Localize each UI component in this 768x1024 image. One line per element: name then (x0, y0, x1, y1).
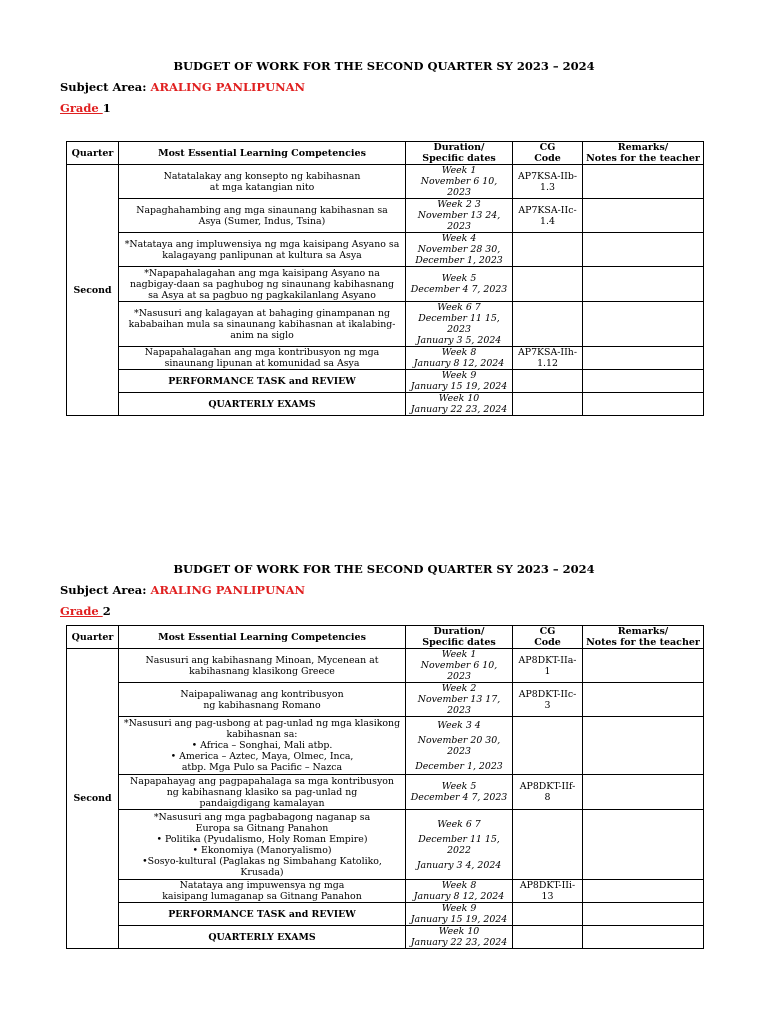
melc-line: kabihasnan sa: (226, 729, 298, 740)
header-quarter: Quarter (67, 142, 119, 165)
remarks-cell (583, 683, 704, 717)
duration-line: Week 5 (441, 273, 477, 284)
remarks-cell (583, 810, 704, 880)
table-row (67, 926, 704, 949)
table-row (67, 370, 704, 393)
cg-code-cell (513, 347, 583, 370)
code-line: 1.4 (540, 215, 555, 227)
duration-line: December 1, 2023 (415, 760, 503, 772)
melc-cell (119, 267, 406, 302)
duration-cell (406, 810, 513, 880)
melc-line: anim na siglo (230, 329, 294, 341)
table-row (67, 267, 704, 302)
remarks-cell (583, 165, 704, 199)
header-cg-line: Code (534, 637, 561, 648)
remarks-cell (583, 370, 704, 393)
melc-bullet: •Sosyo-kultural (Paglakas ng Simbahang Katoliko, (142, 855, 382, 867)
page-title: BUDGET OF WORK FOR THE SECOND QUARTER SY 2023 – 2024 (173, 562, 595, 576)
subject-area (60, 583, 305, 597)
header-cg-line: CG (539, 626, 556, 637)
header-duration-line: Duration/ (433, 626, 485, 637)
duration-line: January 3 4, 2024 (416, 859, 502, 871)
duration-line: December 1, 2023 (415, 255, 503, 266)
melc-cell (119, 165, 406, 199)
melc-line: Natatalakay ang konsepto ng kabihasnan (163, 170, 361, 182)
code-line: AP8DKT-IIi- (519, 880, 576, 891)
duration-line: December 4 7, 2023 (410, 792, 508, 803)
cg-code-cell (513, 683, 583, 717)
duration-cell (406, 233, 513, 267)
header-cg-line: Code (534, 153, 561, 164)
melc-line: Asya (Sumer, Indus, Tsina) (198, 215, 326, 227)
duration-line: Week 3 4 (437, 719, 481, 731)
duration-line: Week 1 (441, 165, 477, 176)
melc-line: atbp. Mga Pulo sa Pacific – Nazca (181, 762, 343, 773)
remarks-cell (583, 393, 704, 416)
melc-bullet: • Africa – Songhai, Mali atbp. (191, 740, 333, 751)
remarks-cell (583, 717, 704, 775)
duration-line: November 13 17, 2023 (417, 694, 501, 716)
melc-bullet: • Ekonomiya (Manoryalismo) (192, 844, 332, 856)
code-line: 3 (544, 699, 551, 711)
melc-cell (119, 649, 406, 683)
melc-line: sa Asya at sa pagbuo ng pagkakilanlang Asyano (148, 289, 376, 301)
duration-line: January 15 19, 2024 (410, 381, 508, 392)
header-quarter: Quarter (67, 626, 119, 649)
duration-line: January 8 12, 2024 (413, 358, 505, 369)
melc-line: ng kabihasnang klasiko sa pag-unlad ng (166, 786, 358, 798)
quarterly-exams-cell: QUARTERLY EXAMS (119, 393, 406, 416)
code-line: 1.12 (537, 358, 558, 369)
table-row (67, 717, 704, 775)
melc-line: *Nasusuri ang kalagayan at bahaging ginampanan ng (134, 307, 390, 319)
duration-line: January 15 19, 2024 (410, 914, 508, 925)
cg-code-cell (513, 775, 583, 810)
duration-cell (406, 880, 513, 903)
table-row (67, 810, 704, 880)
duration-cell (406, 370, 513, 393)
duration-line: November 28 30, (417, 244, 501, 255)
grade-value: 1 (102, 101, 111, 115)
header-duration-line: Specific dates (422, 153, 496, 164)
duration-cell (406, 926, 513, 949)
duration-cell (406, 775, 513, 810)
duration-cell (406, 393, 513, 416)
subject-separator: : (142, 583, 151, 597)
table-row (67, 775, 704, 810)
table-row (67, 683, 704, 717)
melc-cell (119, 302, 406, 347)
duration-cell (406, 165, 513, 199)
table-row (67, 302, 704, 347)
header-duration (406, 142, 513, 165)
budget-table (66, 141, 704, 416)
grade-label: Grade (60, 101, 103, 115)
duration-line: Week 5 (441, 781, 477, 792)
duration-line: Week 8 (441, 347, 477, 358)
table-row (67, 233, 704, 267)
duration-line: January 3 5, 2024 (416, 335, 502, 346)
duration-line: November 6 10, 2023 (420, 176, 498, 198)
cg-code-cell (513, 926, 583, 949)
header-duration-line: Specific dates (422, 637, 496, 648)
table-row (67, 347, 704, 370)
grade-value: 2 (102, 604, 111, 618)
melc-cell (119, 810, 406, 880)
duration-cell (406, 683, 513, 717)
cg-code-cell (513, 165, 583, 199)
melc-line: kaisipang lumaganap sa Gitnang Panahon (162, 891, 362, 902)
duration-cell (406, 267, 513, 302)
melc-line: ng kabihasnang Romano (203, 699, 321, 711)
remarks-cell (583, 903, 704, 926)
table-row (67, 649, 704, 683)
header-cg-code (513, 142, 583, 165)
melc-line: Naipapaliwanag ang kontribusyon (180, 688, 344, 700)
duration-line: December 11 15, 2023 (418, 313, 500, 335)
duration-cell (406, 717, 513, 775)
subject-value: ARALING PANLIPUNAN (150, 80, 306, 94)
code-line: AP7KSA-IIc- (518, 204, 577, 216)
melc-line: *Natataya ang impluwensiya ng mga kaisipang Asyano sa (124, 238, 400, 250)
subject-label: Subject Area (60, 583, 143, 597)
remarks-cell (583, 233, 704, 267)
cg-code-cell (513, 880, 583, 903)
remarks-cell (583, 267, 704, 302)
melc-line: Europa sa Gitnang Panahon (195, 822, 329, 834)
duration-line: Week 9 (441, 903, 477, 914)
subject-value: ARALING PANLIPUNAN (150, 583, 306, 597)
page-title: BUDGET OF WORK FOR THE SECOND QUARTER SY 2023 – 2024 (173, 59, 595, 73)
performance-task-cell: PERFORMANCE TASK and REVIEW (119, 370, 406, 393)
header-cg-code (513, 626, 583, 649)
duration-line: January 8 12, 2024 (413, 891, 505, 902)
melc-line: Nasusuri ang kabihasnang Minoan, Mycenean at (145, 654, 379, 666)
melc-line: Napapahalagahan ang mga kontribusyon ng mga (144, 347, 380, 358)
code-line: 13 (541, 891, 554, 902)
duration-line: Week 2 (441, 683, 477, 694)
melc-line: Krusada) (240, 866, 284, 878)
cg-code-cell (513, 649, 583, 683)
duration-cell (406, 903, 513, 926)
table-row (67, 903, 704, 926)
cg-code-cell (513, 199, 583, 233)
duration-line: Week 2 3 (437, 199, 481, 210)
melc-line: kababaihan mula sa sinaunang kabihasnan at ikalabing- (128, 318, 396, 330)
duration-line: Week 9 (441, 370, 477, 381)
table-row (67, 199, 704, 233)
code-line: 1 (544, 665, 551, 677)
duration-line: Week 10 (438, 393, 480, 404)
melc-cell (119, 717, 406, 775)
melc-cell (119, 233, 406, 267)
duration-cell (406, 347, 513, 370)
duration-cell (406, 649, 513, 683)
table-row (67, 880, 704, 903)
melc-line: *Nasusuri ang pag-usbong at pag-unlad ng mga klasikong (123, 718, 401, 729)
melc-line: Napaghahambing ang mga sinaunang kabihasnan sa (136, 204, 388, 216)
melc-cell (119, 347, 406, 370)
subject-area (60, 80, 305, 94)
code-line: 1.3 (540, 181, 555, 193)
melc-line: Natataya ang impuwensya ng mga (179, 880, 345, 891)
duration-line: November 20 30, 2023 (417, 734, 501, 757)
subject-separator: : (142, 80, 151, 94)
cg-code-cell (513, 267, 583, 302)
quarterly-exams-cell: QUARTERLY EXAMS (119, 926, 406, 949)
melc-cell (119, 880, 406, 903)
grade (60, 101, 111, 115)
duration-line: Week 1 (441, 649, 477, 660)
duration-cell (406, 199, 513, 233)
remarks-cell (583, 302, 704, 347)
duration-line: November 6 10, 2023 (420, 660, 498, 682)
cg-code-cell (513, 233, 583, 267)
melc-line: kabihasnang klasikong Greece (189, 665, 335, 677)
cg-code-cell (513, 370, 583, 393)
code-line: AP8DKT-IIc- (518, 688, 577, 700)
duration-cell (406, 302, 513, 347)
header-remarks-line: Notes for the teacher (586, 637, 700, 648)
header-melc: Most Essential Learning Competencies (119, 626, 406, 649)
code-line: AP8DKT-IIa- (518, 654, 577, 666)
quarter-cell: Second (67, 649, 119, 949)
code-line: AP8DKT-IIf- (519, 781, 576, 792)
duration-line: December 11 15, 2022 (418, 833, 500, 856)
code-line: AP7KSA-IIh- (517, 347, 578, 358)
melc-line: sinaunang lipunan at komunidad sa Asya (164, 358, 360, 369)
remarks-cell (583, 880, 704, 903)
melc-cell (119, 199, 406, 233)
table-row (67, 165, 704, 199)
melc-cell (119, 775, 406, 810)
code-line: 8 (544, 792, 551, 803)
duration-line: Week 8 (441, 880, 477, 891)
duration-line: January 22 23, 2024 (410, 404, 508, 415)
melc-line: Napapahayag ang pagpapahalaga sa mga kontribusyon (130, 775, 394, 787)
header-remarks (583, 142, 704, 165)
cg-code-cell (513, 717, 583, 775)
duration-line: November 13 24, 2023 (417, 210, 501, 232)
remarks-cell (583, 926, 704, 949)
quarter-cell: Second (67, 165, 119, 416)
header-melc: Most Essential Learning Competencies (119, 142, 406, 165)
header-duration (406, 626, 513, 649)
melc-line: kalagayang panlipunan at kultura sa Asya (162, 249, 362, 261)
grade-label: Grade (60, 604, 103, 618)
duration-line: January 22 23, 2024 (410, 937, 508, 948)
table-row (67, 393, 704, 416)
remarks-cell (583, 199, 704, 233)
melc-line: pandaigdigang kamalayan (199, 797, 325, 809)
melc-line: nagbigay-daan sa paghubog ng sinaunang kabihasnang (129, 278, 395, 290)
header-row (67, 626, 704, 649)
header-remarks-line: Remarks/ (617, 142, 669, 153)
header-remarks-line: Notes for the teacher (586, 153, 700, 164)
cg-code-cell (513, 810, 583, 880)
duration-line: Week 4 (441, 233, 477, 244)
header-duration-line: Duration/ (433, 142, 485, 153)
header-cg-line: CG (539, 142, 556, 153)
remarks-cell (583, 347, 704, 370)
duration-line: Week 10 (438, 926, 480, 937)
melc-cell (119, 683, 406, 717)
cg-code-cell (513, 393, 583, 416)
cg-code-cell (513, 903, 583, 926)
header-row (67, 142, 704, 165)
melc-bullet: • Politika (Pyudalismo, Holy Roman Empire) (156, 833, 368, 845)
melc-line: at mga katangian nito (209, 181, 315, 193)
header-remarks-line: Remarks/ (617, 626, 669, 637)
remarks-cell (583, 649, 704, 683)
grade (60, 604, 111, 618)
performance-task-cell: PERFORMANCE TASK and REVIEW (119, 903, 406, 926)
melc-bullet: • America – Aztec, Maya, Olmec, Inca, (170, 751, 354, 762)
duration-line: Week 6 7 (437, 818, 481, 830)
melc-line: *Nasusuri ang mga pagbabagong naganap sa (153, 811, 371, 823)
header-remarks (583, 626, 704, 649)
duration-line: Week 6 7 (437, 302, 481, 313)
cg-code-cell (513, 302, 583, 347)
duration-line: December 4 7, 2023 (410, 284, 508, 295)
subject-label: Subject Area (60, 80, 143, 94)
melc-line: *Napapahalagahan ang mga kaisipang Asyano na (144, 267, 380, 279)
code-line: AP7KSA-IIb- (518, 170, 577, 182)
budget-table (66, 625, 704, 949)
remarks-cell (583, 775, 704, 810)
